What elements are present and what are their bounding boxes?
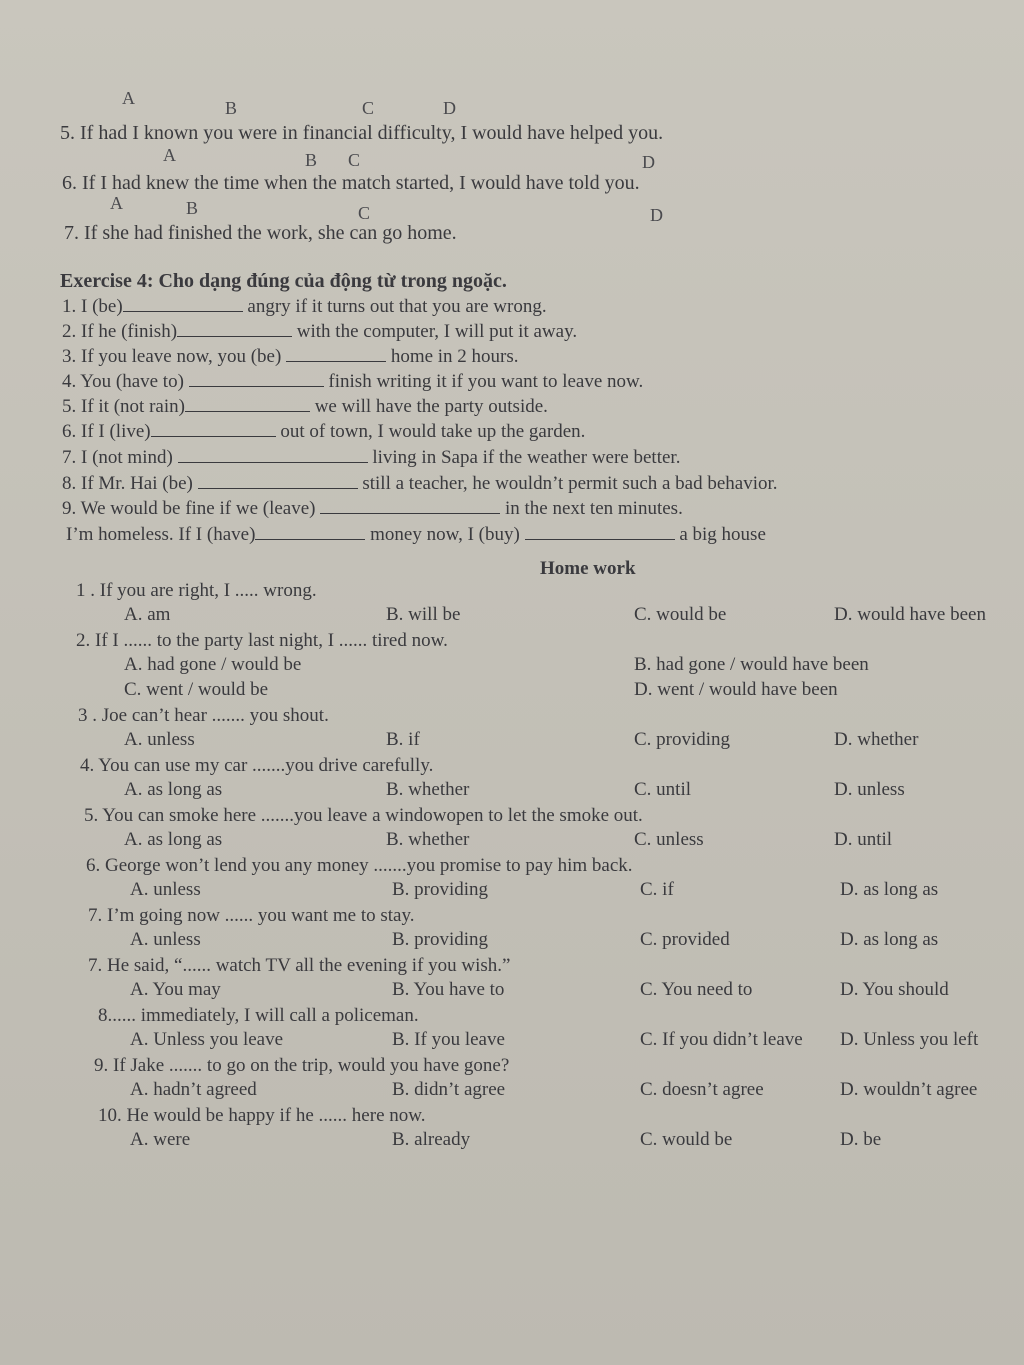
exercise-4-title: Exercise 4: Cho dạng đúng của động từ trong ngoặc.	[60, 270, 507, 292]
item-rest: finish writing it if you want to leave now.	[328, 371, 644, 392]
answer-blank[interactable]	[320, 497, 500, 514]
option-letter-c: C	[362, 98, 375, 118]
option-letter-a: A	[122, 88, 135, 108]
ex4-item-5	[62, 395, 548, 418]
option-c[interactable]: C. until	[634, 779, 692, 800]
option-b[interactable]: B. You have to	[392, 979, 505, 1000]
question-text: 9. If Jake ....... to go on the trip, would you have gone?	[94, 1055, 510, 1076]
error-sentence: 6. If I had knew the time when the match started, I would have told you.	[62, 172, 640, 194]
option-letter-d: D	[443, 98, 456, 118]
option-c[interactable]: C. went / would be	[124, 679, 269, 700]
option-a[interactable]: A. hadn’t agreed	[130, 1079, 257, 1100]
item-prompt: If it (not rain)	[81, 396, 185, 417]
option-a[interactable]: A. unless	[130, 879, 201, 900]
item-rest: living in Sapa if the weather were better.	[372, 447, 681, 468]
option-d[interactable]: D. be	[840, 1129, 882, 1150]
option-c[interactable]: C. would be	[634, 604, 727, 625]
option-b[interactable]: B. already	[392, 1129, 471, 1150]
item-number: 6.	[62, 421, 77, 442]
option-c[interactable]: C. providing	[634, 729, 731, 750]
item-prompt: If he (finish)	[81, 321, 178, 342]
ex4-item-4	[62, 370, 643, 393]
question-text: 7. He said, “...... watch TV all the evening if you wish.”	[88, 955, 511, 976]
option-b[interactable]: B. providing	[392, 929, 489, 950]
item-number: 9.	[62, 498, 77, 519]
option-b[interactable]: B. if	[386, 729, 420, 750]
answer-blank[interactable]	[198, 472, 358, 489]
option-b[interactable]: B. providing	[392, 879, 489, 900]
ex4-item-3	[62, 345, 519, 368]
error-sentence: 5. If had I known you were in financial difficulty, I would have helped you.	[60, 122, 664, 144]
option-d[interactable]: D. Unless you left	[840, 1029, 979, 1050]
question-text: 10. He would be happy if he ...... here now.	[98, 1105, 426, 1126]
item-prompt: If I (live)	[81, 421, 151, 442]
option-c[interactable]: C. If you didn’t leave	[640, 1029, 803, 1050]
item-prompt: I’m homeless. If I (have)	[66, 524, 256, 545]
option-letter-c: C	[358, 203, 371, 223]
option-a[interactable]: A. had gone / would be	[124, 654, 302, 675]
option-c[interactable]: C. provided	[640, 929, 730, 950]
item-number: 1.	[62, 296, 77, 317]
option-b[interactable]: B. If you leave	[392, 1029, 505, 1050]
option-b[interactable]: B. whether	[386, 829, 470, 850]
option-d[interactable]: D. unless	[834, 779, 905, 800]
answer-blank[interactable]	[189, 370, 324, 387]
option-a[interactable]: A. were	[130, 1129, 191, 1150]
option-b[interactable]: B. didn’t agree	[392, 1079, 506, 1100]
option-a[interactable]: A. Unless you leave	[130, 1029, 284, 1050]
item-rest: still a teacher, he wouldn’t permit such a bad behavior.	[362, 473, 778, 494]
option-a[interactable]: A. am	[124, 604, 171, 625]
option-d[interactable]: D. would have been	[834, 604, 986, 625]
question-text: 6. George won’t lend you any money .......you promise to pay him back.	[86, 855, 633, 876]
option-letter-b: B	[225, 98, 238, 118]
option-d[interactable]: D. You should	[840, 979, 949, 1000]
question-text: 3 . Joe can’t hear ....... you shout.	[78, 705, 329, 726]
item-rest: angry if it turns out that you are wrong.	[247, 296, 547, 317]
answer-blank[interactable]	[178, 446, 368, 463]
option-c[interactable]: C. You need to	[640, 979, 753, 1000]
option-b[interactable]: B. will be	[386, 604, 461, 625]
item-prompt: We would be fine if we (leave)	[80, 498, 316, 519]
option-a[interactable]: A. You may	[130, 979, 221, 1000]
item-rest: home in 2 hours.	[390, 346, 519, 367]
homework-title: Home work	[540, 558, 636, 579]
option-letter-d: D	[642, 152, 655, 172]
answer-blank[interactable]	[286, 345, 386, 362]
question-text: 1 . If you are right, I ..... wrong.	[76, 580, 317, 601]
option-letter-b: B	[186, 198, 199, 218]
item-rest: a big house	[679, 524, 766, 545]
option-letter-b: B	[305, 150, 318, 170]
item-prompt: money now, I (buy)	[370, 524, 520, 545]
option-letter-d: D	[650, 205, 663, 225]
option-a[interactable]: A. as long as	[124, 829, 223, 850]
item-rest: we will have the party outside.	[314, 396, 548, 417]
option-letter-a: A	[163, 145, 176, 165]
ex4-item-7	[62, 446, 680, 469]
option-c[interactable]: C. would be	[640, 1129, 733, 1150]
ex4-item-10	[66, 523, 766, 546]
ex4-item-9	[62, 497, 683, 520]
option-b[interactable]: B. whether	[386, 779, 470, 800]
answer-blank[interactable]	[525, 523, 675, 540]
option-c[interactable]: C. if	[640, 879, 674, 900]
answer-blank[interactable]	[151, 420, 276, 437]
answer-blank[interactable]	[177, 320, 292, 337]
ex4-item-2	[62, 320, 577, 343]
option-c[interactable]: C. unless	[634, 829, 704, 850]
option-a[interactable]: A. as long as	[124, 779, 223, 800]
item-prompt: If you leave now, you (be)	[81, 346, 282, 367]
ex4-item-8	[62, 472, 778, 495]
ex4-item-6	[62, 420, 585, 443]
option-a[interactable]: A. unless	[130, 929, 201, 950]
item-rest: in the next ten minutes.	[504, 498, 683, 519]
option-d[interactable]: D. wouldn’t agree	[840, 1079, 978, 1100]
item-number: 7.	[62, 447, 77, 468]
option-d[interactable]: D. until	[834, 829, 893, 850]
item-rest: with the computer, I will put it away.	[296, 321, 578, 342]
option-c[interactable]: C. doesn’t agree	[640, 1079, 764, 1100]
item-prompt: If Mr. Hai (be)	[81, 473, 193, 494]
question-text: 5. You can smoke here .......you leave a windowopen to let the smoke out.	[84, 805, 643, 826]
option-letter-c: C	[348, 150, 361, 170]
error-sentence: 7. If she had finished the work, she can go home.	[64, 222, 457, 244]
question-text: 2. If I ...... to the party last night, I ...... tired now.	[76, 630, 448, 651]
question-text: 8...... immediately, I will call a policeman.	[98, 1005, 419, 1026]
item-number: 2.	[62, 321, 77, 342]
option-d[interactable]: D. whether	[834, 729, 919, 750]
item-number: 8.	[62, 473, 77, 494]
option-letter-a: A	[110, 193, 123, 213]
option-d[interactable]: D. as long as	[840, 879, 939, 900]
item-prompt: I (be)	[81, 296, 123, 317]
option-d[interactable]: D. as long as	[840, 929, 939, 950]
item-number: 5.	[62, 396, 77, 417]
answer-blank[interactable]	[185, 395, 310, 412]
item-prompt: I (not mind)	[81, 447, 173, 468]
option-a[interactable]: A. unless	[124, 729, 195, 750]
answer-blank[interactable]	[255, 523, 365, 540]
question-text: 7. I’m going now ...... you want me to stay.	[88, 905, 415, 926]
option-b[interactable]: B. had gone / would have been	[634, 654, 869, 675]
answer-blank[interactable]	[123, 295, 243, 312]
item-prompt: You (have to)	[80, 371, 184, 392]
item-number: 4.	[62, 371, 77, 392]
question-text: 4. You can use my car .......you drive carefully.	[80, 755, 434, 776]
ex4-item-1	[62, 295, 547, 318]
item-number: 3.	[62, 346, 77, 367]
item-rest: out of town, I would take up the garden.	[280, 421, 586, 442]
option-d[interactable]: D. went / would have been	[634, 679, 838, 700]
